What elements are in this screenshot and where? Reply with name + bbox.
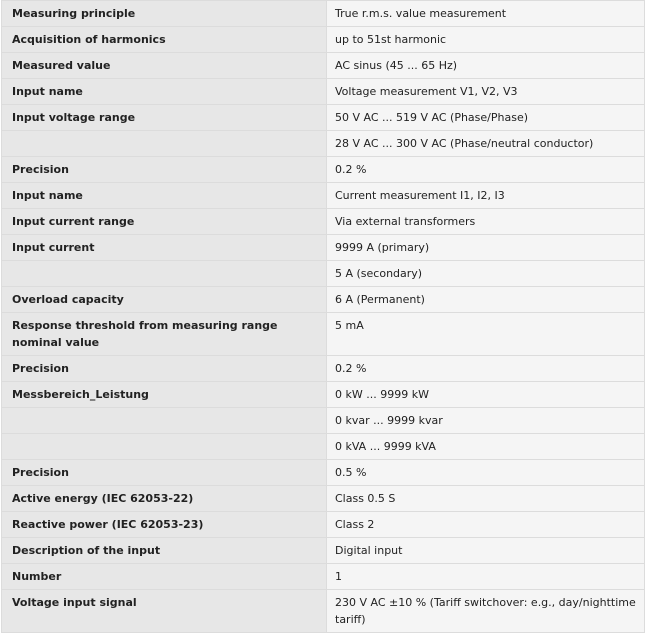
table-row [2, 1, 645, 27]
row-value: 50 V AC ... 519 V AC (Phase/Phase) [327, 105, 645, 131]
row-label [2, 408, 327, 434]
row-value: AC sinus (45 ... 65 Hz) [327, 53, 645, 79]
row-value: Current measurement I1, I2, I3 [327, 183, 645, 209]
row-label: Response threshold from measuring range nominal value [2, 313, 327, 356]
row-value: 6 A (Permanent) [327, 287, 645, 313]
table-row [2, 209, 645, 235]
row-value: 9999 A (primary) [327, 235, 645, 261]
table-row [2, 313, 645, 356]
row-value: 0 kvar ... 9999 kvar [327, 408, 645, 434]
table-row [2, 157, 645, 183]
row-value: Class 0.5 S [327, 486, 645, 512]
row-label: Input current range [2, 209, 327, 235]
row-label: Overload capacity [2, 287, 327, 313]
row-label: Precision [2, 460, 327, 486]
row-value: 1 [327, 564, 645, 590]
table-row [2, 261, 645, 287]
table-row [2, 53, 645, 79]
table-row [2, 287, 645, 313]
table-row [2, 79, 645, 105]
row-label [2, 434, 327, 460]
row-value: 0.5 % [327, 460, 645, 486]
table-row [2, 131, 645, 157]
table-row [2, 408, 645, 434]
row-value: 5 mA [327, 313, 645, 356]
row-value: True r.m.s. value measurement [327, 1, 645, 27]
row-label: Voltage input signal [2, 590, 327, 633]
row-label: Active energy (IEC 62053-22) [2, 486, 327, 512]
row-value: 5 A (secondary) [327, 261, 645, 287]
table-row [2, 356, 645, 382]
row-value: 0.2 % [327, 356, 645, 382]
table-row [2, 105, 645, 131]
row-label: Input name [2, 79, 327, 105]
row-value: 0.2 % [327, 157, 645, 183]
row-label: Messbereich_Leistung [2, 382, 327, 408]
row-label: Acquisition of harmonics [2, 27, 327, 53]
row-value: Digital input [327, 538, 645, 564]
row-label [2, 261, 327, 287]
row-label: Reactive power (IEC 62053-23) [2, 512, 327, 538]
row-label: Description of the input [2, 538, 327, 564]
row-value: 0 kVA ... 9999 kVA [327, 434, 645, 460]
row-value: Via external transformers [327, 209, 645, 235]
table-row [2, 235, 645, 261]
table-row [2, 538, 645, 564]
table-row [2, 564, 645, 590]
row-label [2, 131, 327, 157]
row-label: Input voltage range [2, 105, 327, 131]
row-label: Precision [2, 356, 327, 382]
table-row [2, 382, 645, 408]
row-value: 28 V AC ... 300 V AC (Phase/neutral conductor) [327, 131, 645, 157]
row-label: Input name [2, 183, 327, 209]
row-value: up to 51st harmonic [327, 27, 645, 53]
row-value: Class 2 [327, 512, 645, 538]
row-label: Measuring principle [2, 1, 327, 27]
table-row [2, 460, 645, 486]
row-value: 230 V AC ±10 % (Tariff switchover: e.g., day/nighttime tariff) [327, 590, 645, 633]
row-label: Measured value [2, 53, 327, 79]
table-row [2, 512, 645, 538]
table-row [2, 486, 645, 512]
row-value: 0 kW ... 9999 kW [327, 382, 645, 408]
table-row [2, 590, 645, 633]
row-value: Voltage measurement V1, V2, V3 [327, 79, 645, 105]
table-row [2, 183, 645, 209]
table-row [2, 27, 645, 53]
row-label: Input current [2, 235, 327, 261]
row-label: Precision [2, 157, 327, 183]
table-row [2, 434, 645, 460]
row-label: Number [2, 564, 327, 590]
specifications-table [1, 0, 645, 633]
